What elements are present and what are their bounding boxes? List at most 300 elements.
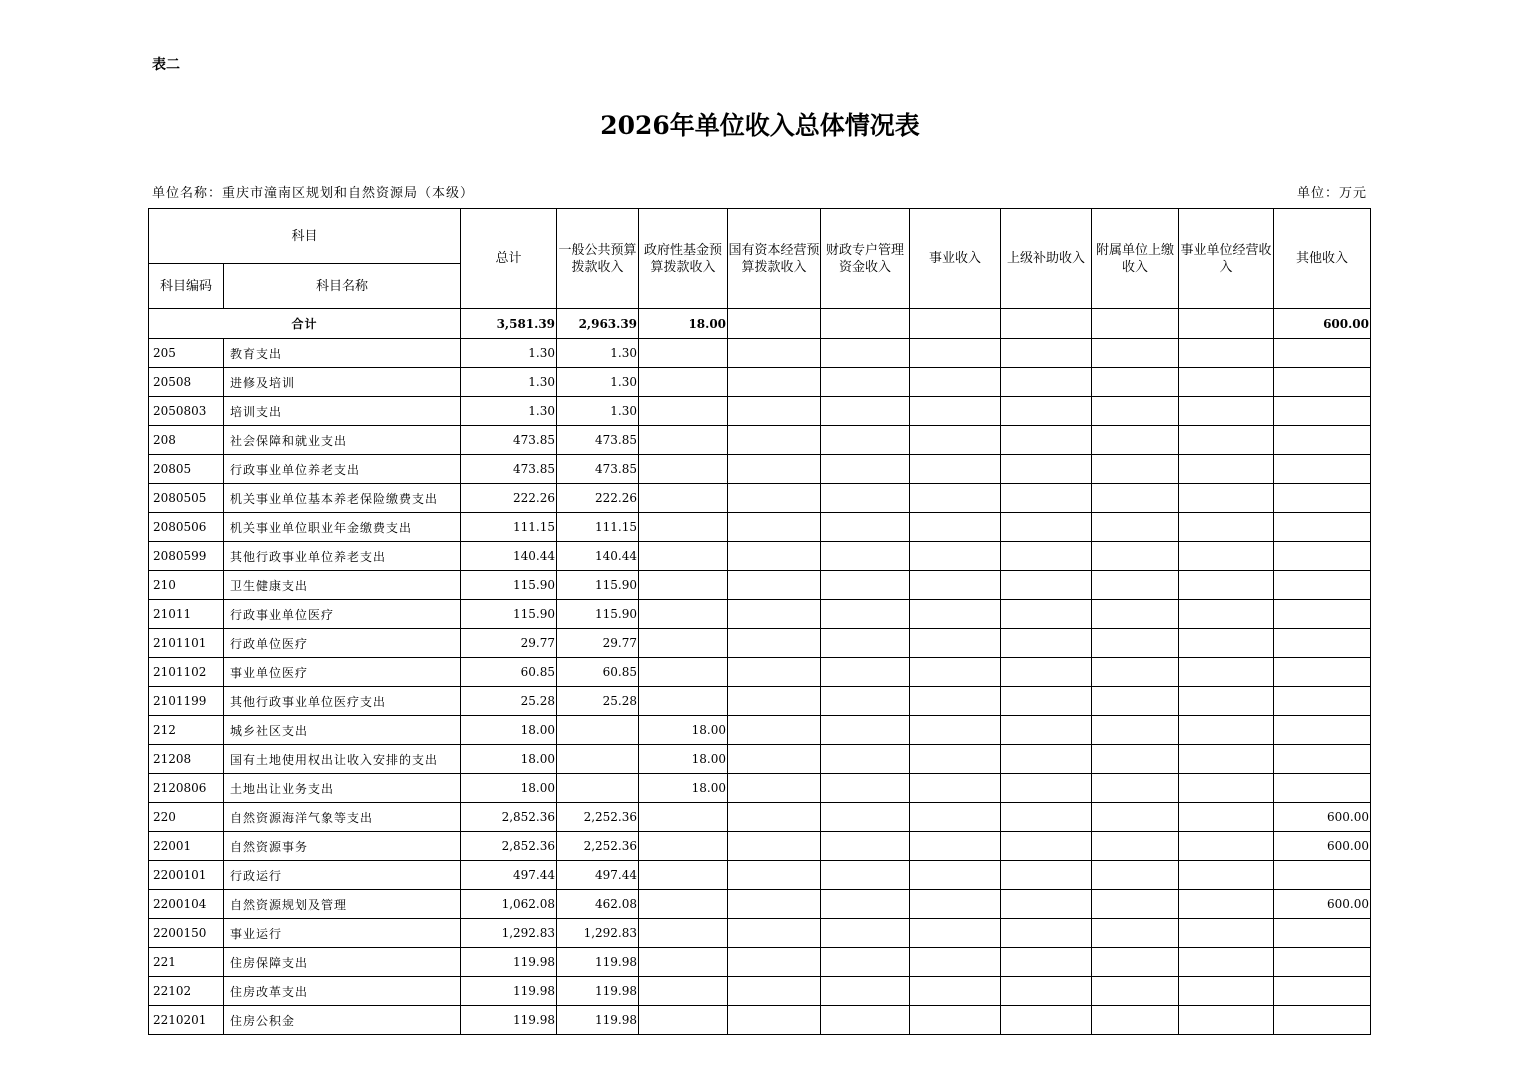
row-total: 119.98 — [461, 1006, 557, 1035]
gov-fund-column-header: 政府性基金预算拨款收入 — [639, 209, 728, 309]
row-affiliated-unit — [1092, 542, 1179, 571]
row-superior-subsidy — [1001, 368, 1092, 397]
row-superior-subsidy — [1001, 745, 1092, 774]
table-row — [149, 629, 1371, 658]
row-superior-subsidy — [1001, 803, 1092, 832]
table-row — [149, 1006, 1371, 1035]
row-affiliated-unit — [1092, 977, 1179, 1006]
row-other-income — [1274, 658, 1371, 687]
subject-header: 科目 — [149, 209, 461, 264]
row-affiliated-unit — [1092, 1006, 1179, 1035]
row-name: 土地出让业务支出 — [224, 774, 461, 803]
row-business-operation — [1179, 571, 1274, 600]
table-row — [149, 484, 1371, 513]
row-general-budget: 462.08 — [557, 890, 639, 919]
row-special-fund — [821, 571, 910, 600]
row-code: 2120806 — [149, 774, 224, 803]
row-general-budget: 2,252.36 — [557, 803, 639, 832]
row-other-income — [1274, 600, 1371, 629]
row-general-budget: 222.26 — [557, 484, 639, 513]
totals-special-fund — [821, 309, 910, 339]
row-business-operation — [1179, 948, 1274, 977]
row-general-budget: 1.30 — [557, 339, 639, 368]
totals-total: 3,581.39 — [461, 309, 557, 339]
row-code: 2200101 — [149, 861, 224, 890]
row-other-income — [1274, 948, 1371, 977]
row-special-fund — [821, 1006, 910, 1035]
row-other-income — [1274, 919, 1371, 948]
row-code: 2101102 — [149, 658, 224, 687]
row-affiliated-unit — [1092, 861, 1179, 890]
row-business-income — [910, 426, 1001, 455]
row-other-income — [1274, 774, 1371, 803]
row-business-operation — [1179, 629, 1274, 658]
row-special-fund — [821, 600, 910, 629]
row-other-income — [1274, 1006, 1371, 1035]
row-gov-fund — [639, 658, 728, 687]
totals-row — [149, 309, 1371, 339]
row-special-fund — [821, 948, 910, 977]
row-affiliated-unit — [1092, 716, 1179, 745]
row-special-fund — [821, 803, 910, 832]
row-total: 497.44 — [461, 861, 557, 890]
row-code: 20805 — [149, 455, 224, 484]
row-other-income — [1274, 861, 1371, 890]
row-superior-subsidy — [1001, 542, 1092, 571]
row-gov-fund — [639, 629, 728, 658]
row-total: 115.90 — [461, 571, 557, 600]
row-name: 行政运行 — [224, 861, 461, 890]
row-total: 1.30 — [461, 368, 557, 397]
row-name: 行政事业单位医疗 — [224, 600, 461, 629]
row-name: 机关事业单位职业年金缴费支出 — [224, 513, 461, 542]
row-superior-subsidy — [1001, 890, 1092, 919]
row-superior-subsidy — [1001, 687, 1092, 716]
row-state-capital — [728, 1006, 821, 1035]
row-special-fund — [821, 919, 910, 948]
row-general-budget: 497.44 — [557, 861, 639, 890]
row-total: 2,852.36 — [461, 803, 557, 832]
row-code: 2080505 — [149, 484, 224, 513]
totals-business-operation — [1179, 309, 1274, 339]
row-other-income — [1274, 687, 1371, 716]
row-business-operation — [1179, 919, 1274, 948]
row-code: 2101101 — [149, 629, 224, 658]
row-special-fund — [821, 484, 910, 513]
table-row — [149, 600, 1371, 629]
table-row — [149, 919, 1371, 948]
table-row — [149, 745, 1371, 774]
row-total: 111.15 — [461, 513, 557, 542]
table-row — [149, 368, 1371, 397]
row-general-budget: 25.28 — [557, 687, 639, 716]
row-other-income: 600.00 — [1274, 890, 1371, 919]
row-superior-subsidy — [1001, 339, 1092, 368]
row-affiliated-unit — [1092, 484, 1179, 513]
row-gov-fund — [639, 513, 728, 542]
row-general-budget: 473.85 — [557, 426, 639, 455]
row-superior-subsidy — [1001, 600, 1092, 629]
row-total: 1,062.08 — [461, 890, 557, 919]
totals-business-income — [910, 309, 1001, 339]
table-row — [149, 571, 1371, 600]
row-other-income — [1274, 571, 1371, 600]
row-state-capital — [728, 571, 821, 600]
row-gov-fund — [639, 890, 728, 919]
table-row — [149, 397, 1371, 426]
row-general-budget — [557, 774, 639, 803]
row-business-income — [910, 600, 1001, 629]
row-name: 行政事业单位养老支出 — [224, 455, 461, 484]
row-superior-subsidy — [1001, 571, 1092, 600]
row-state-capital — [728, 397, 821, 426]
row-code: 21208 — [149, 745, 224, 774]
row-gov-fund — [639, 339, 728, 368]
row-total: 473.85 — [461, 426, 557, 455]
row-state-capital — [728, 745, 821, 774]
row-special-fund — [821, 832, 910, 861]
row-gov-fund — [639, 455, 728, 484]
row-name: 行政单位医疗 — [224, 629, 461, 658]
special-fund-column-header: 财政专户管理资金收入 — [821, 209, 910, 309]
row-affiliated-unit — [1092, 774, 1179, 803]
row-state-capital — [728, 803, 821, 832]
table-row — [149, 861, 1371, 890]
row-total: 29.77 — [461, 629, 557, 658]
row-business-operation — [1179, 339, 1274, 368]
table-row — [149, 542, 1371, 571]
row-general-budget: 1,292.83 — [557, 919, 639, 948]
row-name: 自然资源事务 — [224, 832, 461, 861]
row-general-budget: 119.98 — [557, 977, 639, 1006]
row-superior-subsidy — [1001, 484, 1092, 513]
row-general-budget: 115.90 — [557, 571, 639, 600]
table-row — [149, 687, 1371, 716]
row-business-operation — [1179, 803, 1274, 832]
row-general-budget: 473.85 — [557, 455, 639, 484]
row-special-fund — [821, 716, 910, 745]
row-business-income — [910, 455, 1001, 484]
row-special-fund — [821, 339, 910, 368]
row-other-income: 600.00 — [1274, 803, 1371, 832]
row-gov-fund — [639, 397, 728, 426]
row-name: 培训支出 — [224, 397, 461, 426]
row-affiliated-unit — [1092, 397, 1179, 426]
row-state-capital — [728, 455, 821, 484]
page-title: 2026年单位收入总体情况表 — [600, 111, 920, 140]
row-business-operation — [1179, 455, 1274, 484]
row-superior-subsidy — [1001, 716, 1092, 745]
table-row — [149, 803, 1371, 832]
row-special-fund — [821, 629, 910, 658]
row-name: 进修及培训 — [224, 368, 461, 397]
row-name: 教育支出 — [224, 339, 461, 368]
row-business-income — [910, 745, 1001, 774]
row-gov-fund — [639, 977, 728, 1006]
row-total: 140.44 — [461, 542, 557, 571]
row-total: 25.28 — [461, 687, 557, 716]
row-business-operation — [1179, 658, 1274, 687]
row-business-income — [910, 368, 1001, 397]
row-code: 2200104 — [149, 890, 224, 919]
row-business-operation — [1179, 542, 1274, 571]
row-code: 22001 — [149, 832, 224, 861]
row-affiliated-unit — [1092, 426, 1179, 455]
row-total: 1.30 — [461, 339, 557, 368]
row-general-budget — [557, 745, 639, 774]
state-capital-column-header: 国有资本经营预算拨款收入 — [728, 209, 821, 309]
table-row — [149, 339, 1371, 368]
row-business-income — [910, 571, 1001, 600]
row-business-operation — [1179, 397, 1274, 426]
row-code: 2101199 — [149, 687, 224, 716]
row-business-income — [910, 890, 1001, 919]
row-code: 21011 — [149, 600, 224, 629]
row-gov-fund — [639, 919, 728, 948]
row-other-income — [1274, 339, 1371, 368]
row-name: 卫生健康支出 — [224, 571, 461, 600]
row-total: 473.85 — [461, 455, 557, 484]
row-superior-subsidy — [1001, 774, 1092, 803]
row-state-capital — [728, 600, 821, 629]
row-general-budget: 1.30 — [557, 368, 639, 397]
table-row — [149, 774, 1371, 803]
totals-state-capital — [728, 309, 821, 339]
row-name: 住房改革支出 — [224, 977, 461, 1006]
row-affiliated-unit — [1092, 629, 1179, 658]
row-gov-fund — [639, 368, 728, 397]
row-business-operation — [1179, 600, 1274, 629]
row-code: 208 — [149, 426, 224, 455]
row-state-capital — [728, 368, 821, 397]
table-row — [149, 832, 1371, 861]
totals-superior-subsidy — [1001, 309, 1092, 339]
row-other-income — [1274, 542, 1371, 571]
row-special-fund — [821, 658, 910, 687]
name-column-header: 科目名称 — [224, 264, 461, 309]
row-name: 机关事业单位基本养老保险缴费支出 — [224, 484, 461, 513]
row-total: 1.30 — [461, 397, 557, 426]
row-business-income — [910, 861, 1001, 890]
row-business-operation — [1179, 890, 1274, 919]
row-special-fund — [821, 977, 910, 1006]
business-income-column-header: 事业收入 — [910, 209, 1001, 309]
row-affiliated-unit — [1092, 745, 1179, 774]
row-superior-subsidy — [1001, 455, 1092, 484]
row-gov-fund — [639, 948, 728, 977]
row-total: 115.90 — [461, 600, 557, 629]
row-business-income — [910, 484, 1001, 513]
row-affiliated-unit — [1092, 687, 1179, 716]
row-total: 222.26 — [461, 484, 557, 513]
row-general-budget: 111.15 — [557, 513, 639, 542]
row-other-income — [1274, 455, 1371, 484]
row-general-budget: 2,252.36 — [557, 832, 639, 861]
row-gov-fund — [639, 600, 728, 629]
row-affiliated-unit — [1092, 339, 1179, 368]
row-code: 20508 — [149, 368, 224, 397]
row-special-fund — [821, 745, 910, 774]
row-business-income — [910, 542, 1001, 571]
row-gov-fund — [639, 484, 728, 513]
row-superior-subsidy — [1001, 426, 1092, 455]
row-code: 22102 — [149, 977, 224, 1006]
row-business-income — [910, 774, 1001, 803]
row-general-budget: 119.98 — [557, 948, 639, 977]
row-code: 2200150 — [149, 919, 224, 948]
row-affiliated-unit — [1092, 948, 1179, 977]
row-business-income — [910, 1006, 1001, 1035]
row-total: 1,292.83 — [461, 919, 557, 948]
row-code: 2080506 — [149, 513, 224, 542]
row-business-income — [910, 919, 1001, 948]
row-other-income — [1274, 513, 1371, 542]
row-name: 住房公积金 — [224, 1006, 461, 1035]
table-row — [149, 890, 1371, 919]
row-special-fund — [821, 687, 910, 716]
row-superior-subsidy — [1001, 658, 1092, 687]
row-general-budget: 140.44 — [557, 542, 639, 571]
row-general-budget: 29.77 — [557, 629, 639, 658]
table-row — [149, 658, 1371, 687]
table-row — [149, 977, 1371, 1006]
row-other-income: 600.00 — [1274, 832, 1371, 861]
row-total: 119.98 — [461, 948, 557, 977]
row-gov-fund — [639, 803, 728, 832]
row-code: 2050803 — [149, 397, 224, 426]
row-business-income — [910, 629, 1001, 658]
row-business-operation — [1179, 368, 1274, 397]
row-other-income — [1274, 397, 1371, 426]
row-affiliated-unit — [1092, 513, 1179, 542]
row-code: 220 — [149, 803, 224, 832]
row-special-fund — [821, 542, 910, 571]
row-business-operation — [1179, 513, 1274, 542]
row-business-income — [910, 658, 1001, 687]
general-budget-column-header: 一般公共预算拨款收入 — [557, 209, 639, 309]
row-other-income — [1274, 426, 1371, 455]
row-business-operation — [1179, 774, 1274, 803]
row-state-capital — [728, 861, 821, 890]
row-gov-fund — [639, 1006, 728, 1035]
row-name: 城乡社区支出 — [224, 716, 461, 745]
table-row — [149, 455, 1371, 484]
row-general-budget: 60.85 — [557, 658, 639, 687]
row-other-income — [1274, 368, 1371, 397]
row-state-capital — [728, 774, 821, 803]
row-affiliated-unit — [1092, 919, 1179, 948]
row-total: 18.00 — [461, 774, 557, 803]
row-code: 205 — [149, 339, 224, 368]
row-state-capital — [728, 716, 821, 745]
row-business-income — [910, 397, 1001, 426]
row-name: 其他行政事业单位医疗支出 — [224, 687, 461, 716]
row-state-capital — [728, 687, 821, 716]
row-code: 2080599 — [149, 542, 224, 571]
row-general-budget: 115.90 — [557, 600, 639, 629]
row-business-operation — [1179, 861, 1274, 890]
totals-label: 合计 — [149, 309, 461, 339]
totals-gov-fund: 18.00 — [639, 309, 728, 339]
table-row — [149, 426, 1371, 455]
row-affiliated-unit — [1092, 803, 1179, 832]
totals-other-income: 600.00 — [1274, 309, 1371, 339]
row-name: 社会保障和就业支出 — [224, 426, 461, 455]
currency-unit-label: 单位：万元 — [1296, 186, 1367, 201]
row-business-income — [910, 948, 1001, 977]
row-general-budget: 1.30 — [557, 397, 639, 426]
row-superior-subsidy — [1001, 919, 1092, 948]
row-business-operation — [1179, 716, 1274, 745]
row-other-income — [1274, 629, 1371, 658]
row-state-capital — [728, 426, 821, 455]
row-affiliated-unit — [1092, 600, 1179, 629]
row-special-fund — [821, 890, 910, 919]
row-state-capital — [728, 890, 821, 919]
row-special-fund — [821, 861, 910, 890]
row-code: 221 — [149, 948, 224, 977]
totals-general-budget: 2,963.39 — [557, 309, 639, 339]
row-gov-fund — [639, 542, 728, 571]
row-general-budget: 119.98 — [557, 1006, 639, 1035]
row-gov-fund: 18.00 — [639, 745, 728, 774]
row-business-operation — [1179, 832, 1274, 861]
row-state-capital — [728, 339, 821, 368]
row-gov-fund: 18.00 — [639, 716, 728, 745]
business-operation-column-header: 事业单位经营收入 — [1179, 209, 1274, 309]
row-business-operation — [1179, 745, 1274, 774]
row-business-operation — [1179, 1006, 1274, 1035]
table-row — [149, 948, 1371, 977]
row-affiliated-unit — [1092, 368, 1179, 397]
row-business-income — [910, 513, 1001, 542]
row-name: 自然资源规划及管理 — [224, 890, 461, 919]
superior-subsidy-column-header: 上级补助收入 — [1001, 209, 1092, 309]
row-gov-fund — [639, 426, 728, 455]
row-affiliated-unit — [1092, 455, 1179, 484]
row-business-income — [910, 339, 1001, 368]
row-state-capital — [728, 658, 821, 687]
row-state-capital — [728, 977, 821, 1006]
row-state-capital — [728, 919, 821, 948]
row-state-capital — [728, 484, 821, 513]
row-state-capital — [728, 832, 821, 861]
row-business-income — [910, 803, 1001, 832]
row-special-fund — [821, 397, 910, 426]
table-row — [149, 716, 1371, 745]
row-gov-fund — [639, 832, 728, 861]
row-business-income — [910, 832, 1001, 861]
row-total: 18.00 — [461, 745, 557, 774]
row-total: 60.85 — [461, 658, 557, 687]
totals-affiliated-unit — [1092, 309, 1179, 339]
row-business-operation — [1179, 484, 1274, 513]
row-code: 212 — [149, 716, 224, 745]
row-name: 其他行政事业单位养老支出 — [224, 542, 461, 571]
table-number-label: 表二 — [152, 57, 180, 73]
affiliated-unit-column-header: 附属单位上缴收入 — [1092, 209, 1179, 309]
code-column-header: 科目编码 — [149, 264, 224, 309]
table-row — [149, 513, 1371, 542]
row-special-fund — [821, 426, 910, 455]
row-name: 住房保障支出 — [224, 948, 461, 977]
row-superior-subsidy — [1001, 861, 1092, 890]
row-special-fund — [821, 774, 910, 803]
row-state-capital — [728, 629, 821, 658]
row-state-capital — [728, 542, 821, 571]
row-business-income — [910, 716, 1001, 745]
row-special-fund — [821, 455, 910, 484]
